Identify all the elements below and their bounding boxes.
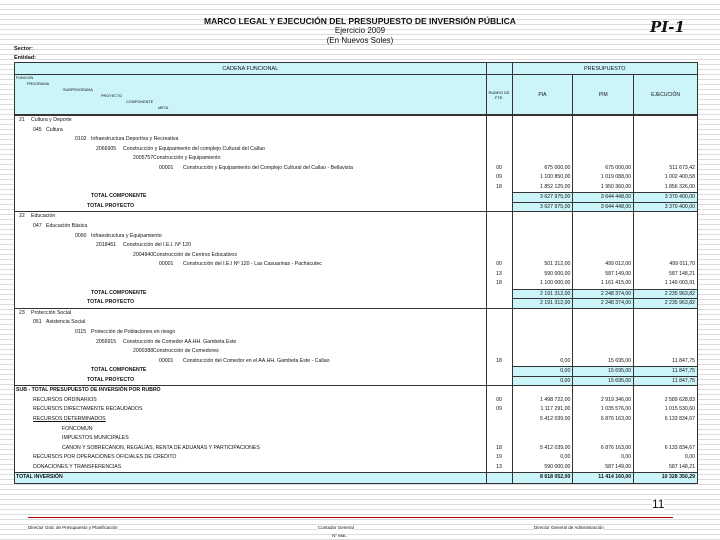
pia-cell: [513, 232, 574, 242]
pia-cell: 3 627 975,00: [513, 192, 574, 202]
pim-cell: 2 248 374,00: [573, 289, 634, 299]
fuente-cell: [487, 145, 513, 155]
table-group-header: [15, 63, 697, 75]
signature-contador: Contador General: [318, 525, 354, 530]
page-number: 11: [652, 497, 665, 511]
ejecucion-cell: 2 589 628,83: [664, 396, 695, 403]
row-label: Construcción de Comedores: [153, 348, 219, 355]
pia-cell: 3 627 975,00: [513, 202, 574, 212]
fuente-cell: [487, 376, 513, 386]
row-code: 051: [33, 319, 42, 326]
pia-cell: 5 412 039,00: [513, 415, 574, 425]
ejecucion-cell: 11 847,75: [634, 366, 697, 376]
fuente-cell: 13: [487, 463, 513, 473]
pim-cell: [573, 386, 634, 396]
fuente-cell: [487, 473, 513, 483]
row-label: TOTAL COMPONENTE: [91, 289, 147, 296]
row-code: 2000388: [133, 348, 154, 355]
table-row: [15, 164, 697, 174]
fuente-cell: 00: [487, 396, 513, 406]
ejecucion-cell: [634, 154, 697, 164]
table-row: [15, 115, 697, 126]
table-row: [15, 385, 697, 396]
pia-cell: 0,00: [513, 453, 574, 463]
row-label: Protección de Poblaciones en riesgo: [91, 329, 176, 336]
pim-cell: [573, 338, 634, 348]
pim-cell: [573, 425, 634, 435]
row-label: TOTAL PROYECTO: [87, 202, 135, 209]
pim-cell: 499 012,00: [573, 260, 634, 270]
signature-director-administracion: Director General de Administración: [534, 525, 604, 530]
pia-cell: 501 312,00: [513, 260, 574, 270]
pim-cell: 587 149,00: [573, 463, 634, 473]
pim-cell: 0,00: [573, 453, 634, 463]
table-row: [15, 154, 697, 164]
ejecucion-cell: 587 148,21: [669, 463, 695, 470]
sector-label: Sector:: [14, 46, 33, 52]
pia-cell: [513, 425, 574, 435]
row-code: 0102: [75, 136, 87, 143]
row-label: TOTAL PROYECTO: [87, 376, 135, 383]
row-label: IMPUESTOS MUNICIPALES: [62, 435, 129, 442]
fuente-cell: [487, 415, 513, 425]
fuente-cell: [487, 154, 513, 164]
fuente-cell: [487, 135, 513, 145]
fuente-cell: [487, 328, 513, 338]
row-label: Cultura: [46, 126, 63, 133]
level-proyecto: PROYECTO: [101, 94, 123, 98]
table-row: [15, 135, 697, 145]
fuente-cell: [487, 192, 513, 202]
ejecucion-cell: 0,00: [684, 454, 695, 461]
ejecucion-header: EJECUCIÓN: [651, 91, 681, 98]
pim-cell: [573, 232, 634, 242]
pim-cell: [573, 135, 634, 145]
table-row: [15, 211, 697, 222]
row-label: TOTAL COMPONENTE: [91, 193, 147, 200]
row-code: 2018461: [96, 242, 117, 249]
ejecucion-cell: [634, 425, 697, 435]
table-row: [15, 434, 697, 444]
ejecucion-cell: 3 370 400,00: [634, 192, 697, 202]
signature-director-presupuesto: Director Gral. de Presupuesto y Planificación: [28, 525, 118, 530]
row-label: RECURSOS ORDINARIOS: [33, 396, 97, 403]
fuente-cell: [487, 338, 513, 348]
fuente-cell: [487, 289, 513, 299]
ejecucion-cell: 2 235 963,82: [634, 289, 697, 299]
row-label: RECURSOS POR OPERACIONES OFICIALES DE CREDITO: [33, 454, 177, 461]
fuente-cell: 19: [487, 453, 513, 463]
ejecucion-cell: 1 856 326,00: [664, 183, 695, 190]
fuente-cell: [487, 126, 513, 136]
row-label: RECURSOS DIRECTAMENTE RECAUDADOS: [33, 406, 143, 413]
total-row: [15, 298, 697, 308]
pia-cell: 0,00: [513, 376, 574, 386]
ejecucion-cell: 11 847,75: [634, 376, 697, 386]
table-row: [15, 241, 697, 251]
table-row: [15, 308, 697, 319]
pia-cell: 2 191 312,00: [513, 298, 574, 308]
pia-cell: [513, 328, 574, 338]
grand-total-row: [15, 472, 697, 483]
pia-cell: [513, 347, 574, 357]
row-label: Construcción del I.E.I Nº 120 - Las Casuarinas - Pachacutec: [183, 261, 322, 268]
pia-cell: [513, 338, 574, 348]
row-code: 045: [33, 126, 42, 133]
signature-matricula: Nº Mat.: [332, 533, 347, 538]
pia-cell: 8 618 052,00: [513, 473, 574, 483]
entidad-label: Entidad:: [14, 55, 36, 61]
ejecucion-cell: [634, 116, 697, 126]
fuente-cell: 18: [487, 357, 513, 367]
pim-cell: 1 019 088,00: [573, 173, 634, 183]
table-row: [15, 260, 697, 270]
total-row: [15, 192, 697, 202]
row-code: 22: [19, 213, 25, 220]
table-row: [15, 270, 697, 280]
pia-cell: [513, 251, 574, 261]
pim-cell: [573, 212, 634, 222]
table-row: [15, 251, 697, 261]
table-row: [15, 232, 697, 242]
pim-cell: 2 248 374,00: [573, 298, 634, 308]
ejecucion-cell: 1 002 400,58: [664, 174, 695, 181]
row-label: TOTAL INVERSIÓN: [16, 474, 63, 481]
pim-header: PIM: [573, 75, 634, 114]
fuente-cell: [487, 241, 513, 251]
pia-cell: [513, 126, 574, 136]
pim-cell: 15 695,00: [573, 376, 634, 386]
row-code: 23: [19, 309, 25, 316]
table-row: [15, 222, 697, 232]
pim-cell: 2 919 346,00: [573, 396, 634, 406]
pia-cell: [513, 154, 574, 164]
ejecucion-cell: [634, 318, 697, 328]
fuente-cell: 09: [487, 173, 513, 183]
row-code: 00001: [159, 357, 174, 364]
pim-cell: 1 161 415,00: [573, 279, 634, 289]
fuente-cell: 18: [487, 444, 513, 454]
pia-cell: 1 852 125,00: [513, 183, 574, 193]
row-label: Protección Social: [31, 309, 72, 316]
fuente-cell: 18: [487, 183, 513, 193]
ejecucion-cell: [634, 232, 697, 242]
level-programa: PROGRAMA: [27, 82, 50, 86]
level-funcion: FUNCION: [16, 76, 34, 80]
pim-cell: 3 644 448,00: [573, 192, 634, 202]
pia-cell: [513, 434, 574, 444]
table-row: [15, 183, 697, 193]
row-label: Educación: [31, 213, 56, 220]
report-title: MARCO LEGAL Y EJECUCIÓN DEL PRESUPUESTO DE INVERSIÓN PÚBLICA: [204, 16, 516, 26]
ejecucion-cell: [634, 251, 697, 261]
ejecucion-cell: [634, 241, 697, 251]
table-row: [15, 357, 697, 367]
row-label: TOTAL PROYECTO: [87, 299, 135, 306]
pia-cell: [513, 135, 574, 145]
fuente-cell: [487, 232, 513, 242]
table-row: [15, 405, 697, 415]
pia-cell: 2 191 312,00: [513, 289, 574, 299]
ejecucion-cell: [634, 347, 697, 357]
ejecucion-cell: [634, 309, 697, 319]
row-label: SUB - TOTAL PRESUPUESTO DE INVERSIÓN POR RUBRO: [16, 387, 161, 394]
table-body: [15, 115, 697, 483]
pia-cell: 0,00: [513, 366, 574, 376]
report-currency: (En Nuevos Soles): [326, 36, 394, 45]
fuente-cell: [487, 212, 513, 222]
level-subprograma: SUBPROGRAMA: [63, 88, 93, 92]
table-row: [15, 463, 697, 473]
fuente-cell: 09: [487, 405, 513, 415]
pia-cell: 1 100 000,00: [513, 279, 574, 289]
fuente-cell: [487, 386, 513, 396]
pim-cell: [573, 145, 634, 155]
pim-cell: 6 876 163,00: [573, 444, 634, 454]
report-code: PI-1: [650, 18, 685, 36]
total-row: [15, 202, 697, 212]
table-row: [15, 415, 697, 425]
table-row: [15, 279, 697, 289]
pim-cell: 1 950 360,00: [573, 183, 634, 193]
table-row: [15, 425, 697, 435]
row-label: Infraestructura y Equipamiento: [91, 232, 162, 239]
pia-cell: 5 412 039,00: [513, 444, 574, 454]
pia-cell: [513, 145, 574, 155]
pim-cell: 587 149,00: [573, 270, 634, 280]
fuente-cell: 00: [487, 260, 513, 270]
row-code: 00001: [159, 261, 174, 268]
pia-cell: [513, 116, 574, 126]
row-code: 2004940: [133, 251, 154, 258]
table-row: [15, 126, 697, 136]
fuente-cell: [487, 309, 513, 319]
presupuesto-header: PRESUPUESTO: [584, 65, 626, 72]
pim-cell: [573, 154, 634, 164]
ejecucion-cell: 587 148,21: [669, 270, 695, 277]
table-column-header: [15, 75, 697, 115]
ejecucion-cell: [634, 222, 697, 232]
pim-cell: 11 414 160,00: [573, 473, 634, 483]
fuente-cell: [487, 366, 513, 376]
pim-cell: 6 876 163,00: [573, 415, 634, 425]
pia-cell: [513, 318, 574, 328]
fuente-cell: [487, 347, 513, 357]
ejecucion-cell: 6 133 834,67: [664, 415, 695, 422]
row-label: RECURSOS DETERMINADOS: [33, 415, 106, 422]
fuente-cell: 18: [487, 279, 513, 289]
row-code: 0090: [75, 232, 87, 239]
ejecucion-cell: 1 149 003,91: [664, 280, 695, 287]
level-meta: META: [158, 106, 169, 110]
pia-cell: [513, 386, 574, 396]
ejecucion-cell: [634, 145, 697, 155]
table-row: [15, 444, 697, 454]
pia-cell: [513, 309, 574, 319]
fuente-cell: 00: [487, 164, 513, 174]
report-year: Ejercicio 2009: [334, 26, 386, 35]
level-componente: COMPONENTE: [126, 100, 154, 104]
pim-cell: [573, 241, 634, 251]
row-code: 00001: [159, 164, 174, 171]
pia-cell: [513, 241, 574, 251]
row-label: Asistencia Social: [46, 319, 86, 326]
fuente-cell: 13: [487, 270, 513, 280]
pia-cell: 590 000,00: [513, 270, 574, 280]
fuente-cell: [487, 222, 513, 232]
row-label: Construcción y Equipamiento del complejo Cultural del Callao: [123, 145, 265, 152]
pim-cell: 15 695,00: [573, 357, 634, 367]
ejecucion-cell: 1 015 530,60: [664, 406, 695, 413]
table-row: [15, 328, 697, 338]
pia-cell: 675 000,00: [513, 164, 574, 174]
row-label: Construcción y Equipamiento: [153, 155, 221, 162]
pim-cell: 1 035 576,00: [573, 405, 634, 415]
pia-cell: 590 000,00: [513, 463, 574, 473]
pia-cell: 1 100 850,00: [513, 173, 574, 183]
pia-cell: [513, 222, 574, 232]
row-label: Construcción y Equipamiento del Complejo Cultural del Callao - Bellavista: [183, 164, 353, 171]
ejecucion-cell: [634, 135, 697, 145]
ejecucion-cell: 3 370 400,00: [634, 202, 697, 212]
pim-cell: 3 644 448,00: [573, 202, 634, 212]
table-row: [15, 453, 697, 463]
pim-cell: [573, 328, 634, 338]
pim-cell: [573, 222, 634, 232]
row-label: Cultura y Deporte: [31, 117, 72, 123]
row-code: 21: [19, 117, 25, 123]
ejecucion-cell: [634, 328, 697, 338]
pim-cell: 675 000,00: [573, 164, 634, 174]
pim-cell: [573, 347, 634, 357]
row-code: 047: [33, 223, 42, 230]
fuente-cell: [487, 318, 513, 328]
row-label: FONCOMUN: [62, 425, 93, 432]
table-row: [15, 338, 697, 348]
ejecucion-cell: 511 673,42: [669, 164, 695, 171]
fuente-cell: [487, 425, 513, 435]
pia-header: PIA: [513, 75, 574, 114]
signature-divider: [28, 517, 673, 518]
pim-cell: [573, 116, 634, 126]
ejecucion-cell: 2 235 963,82: [634, 298, 697, 308]
table-row: [15, 396, 697, 406]
table-row: [15, 318, 697, 328]
budget-table: [14, 62, 698, 484]
pia-cell: 1 498 722,00: [513, 396, 574, 406]
ejecucion-cell: 6 133 834,67: [664, 444, 695, 451]
ejecucion-cell: 11 847,75: [672, 357, 695, 364]
fuente-cell: [487, 116, 513, 126]
row-code: 2066905: [96, 145, 117, 152]
row-code: 2056915: [96, 338, 117, 345]
pim-cell: 15 695,00: [573, 366, 634, 376]
pim-cell: [573, 318, 634, 328]
ejecucion-cell: [634, 126, 697, 136]
row-label: Construcción de Comedor AA.HH. Gambeta Este: [123, 338, 237, 345]
pia-cell: 1 117 291,00: [513, 405, 574, 415]
row-label: CANON Y SOBRECANON, REGALÍAS, RENTA DE ADUANAS Y PARTICIPACIONES: [62, 444, 260, 451]
ejecucion-cell: 499 011,70: [669, 261, 695, 268]
total-row: [15, 376, 697, 386]
fuente-cell: [487, 251, 513, 261]
ejecucion-cell: [634, 386, 697, 396]
row-label: Infraestructura Deportiva y Recreativa: [91, 136, 179, 143]
cadena-header: CADENA FUNCIONAL: [15, 63, 487, 74]
fuente-cell: [487, 298, 513, 308]
table-row: [15, 347, 697, 357]
pim-cell: [573, 126, 634, 136]
table-row: [15, 173, 697, 183]
pim-cell: [573, 251, 634, 261]
row-label: DONACIONES Y TRANSFERENCIAS: [33, 463, 122, 470]
row-label: Construcción de Centros Educativos: [153, 251, 237, 258]
row-code: 2005757: [133, 155, 154, 162]
pia-cell: 0,00: [513, 357, 574, 367]
table-row: [15, 145, 697, 155]
ejecucion-cell: [634, 212, 697, 222]
total-row: [15, 366, 697, 376]
ejecucion-cell: [634, 338, 697, 348]
fuente-cell: [487, 434, 513, 444]
ejecucion-cell: 10 328 350,29: [661, 474, 695, 481]
fuente-header: RUBRO DE FTE.: [487, 75, 513, 114]
row-code: 0115: [75, 329, 87, 336]
row-label: Construcción del I.E.I. Nº 120: [123, 242, 191, 249]
ejecucion-cell: [634, 434, 697, 444]
total-row: [15, 289, 697, 299]
pim-cell: [573, 434, 634, 444]
row-label: TOTAL COMPONENTE: [91, 367, 147, 374]
fuente-cell: [487, 202, 513, 212]
row-label: Construcción del Comedor en el AA.HH. Gambeta Este - Callao: [183, 357, 330, 364]
pia-cell: [513, 212, 574, 222]
pim-cell: [573, 309, 634, 319]
row-label: Educación Básica: [46, 223, 88, 230]
